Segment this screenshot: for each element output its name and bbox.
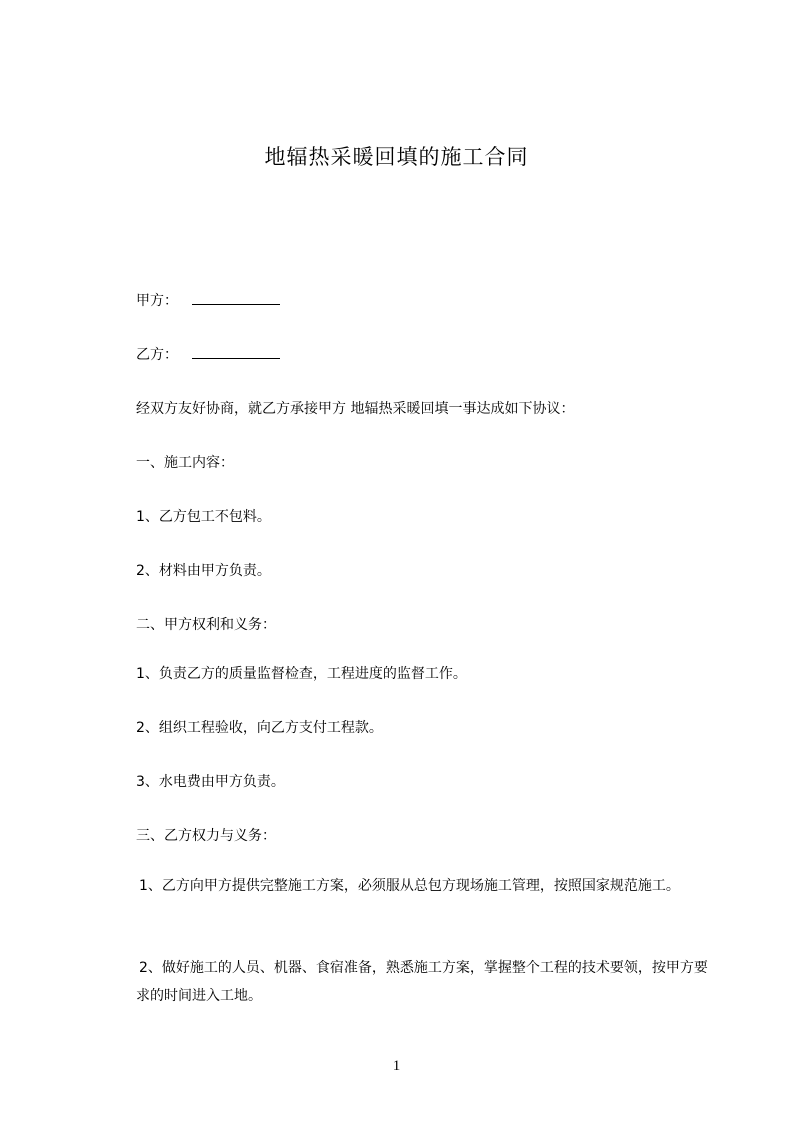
- section-2-item-1: 1、负责乙方的质量监督检查，工程进度的监督工作。: [136, 666, 467, 682]
- party-a-line: [136, 291, 280, 311]
- section-2-item-2: 2、组织工程验收，向乙方支付工程款。: [136, 720, 383, 736]
- document-title: 地辐热采暖回填的施工合同: [264, 145, 529, 169]
- section-3-item-1: [136, 872, 721, 900]
- section-3-item-1-text: 1、乙方向甲方提供完整施工方案，必须服从总包方现场施工管理，按照国家规范施工。: [139, 878, 680, 894]
- section-1-item-2: 2、材料由甲方负责。: [136, 563, 271, 579]
- section-1-item-1: 1、乙方包工不包料。: [136, 509, 271, 525]
- section-2-heading: 二、甲方权利和义务：: [136, 617, 276, 633]
- section-3-item-2: [136, 954, 721, 1010]
- party-b-line: [136, 345, 280, 365]
- intro-text: 经双方友好协商，就乙方承接甲方 地辐热采暖回填一事达成如下协议：: [136, 401, 575, 417]
- page-number: 1: [392, 1058, 401, 1074]
- party-b-blank: [192, 346, 280, 359]
- party-a-blank: [192, 292, 280, 305]
- section-2-item-3: 3、水电费由甲方负责。: [136, 774, 285, 790]
- section-3-item-2-text: 2、做好施工的人员、机器、食宿准备，熟悉施工方案，掌握整个工程的技术要领，按甲方要求的时间进入工地。: [136, 960, 708, 1004]
- party-b-label: 乙方：: [136, 347, 178, 363]
- section-3-heading: 三、乙方权力与义务：: [136, 828, 276, 844]
- party-a-label: 甲方：: [136, 293, 178, 309]
- section-1-heading: 一、施工内容：: [136, 455, 234, 471]
